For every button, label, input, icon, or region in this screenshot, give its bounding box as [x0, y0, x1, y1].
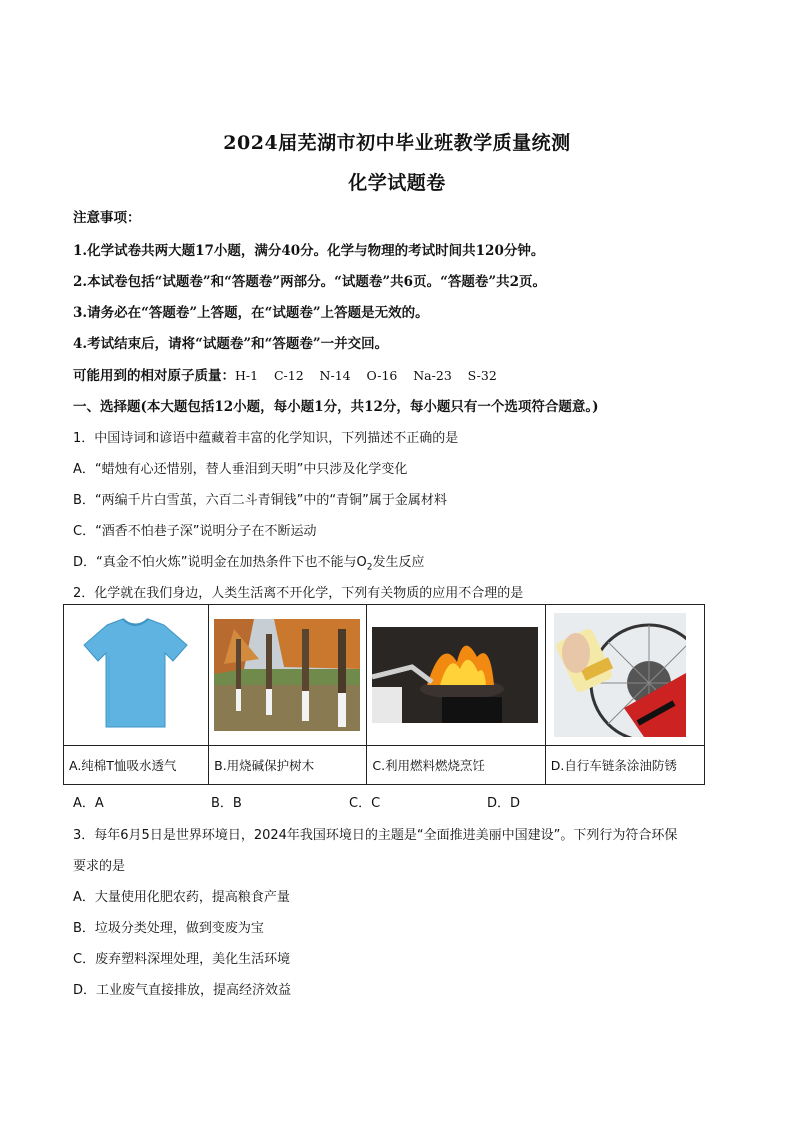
question-1-option-d	[73, 551, 424, 573]
atomic-mass-line	[73, 364, 497, 384]
question-2-option-a: A．A	[73, 796, 104, 811]
question-1-option-c: C．“酒香不怕巷子深”说明分子在不断运动	[73, 524, 317, 539]
option-d-text-end: 发生反应	[372, 555, 425, 570]
o2-subscript: 2	[366, 562, 373, 573]
question-2-options	[73, 792, 520, 811]
question-1-stem: 1．中国诗词和谚语中蕴藏着丰富的化学知识，下列描述不正确的是	[73, 431, 459, 446]
picture-cell-c	[367, 605, 545, 746]
question-3-stem-line-2: 要求的是	[73, 859, 126, 874]
caption-d: D.自行车链条涂油防锈	[545, 746, 704, 785]
note-item-3: 3.请务必在“答题卷”上答题，在“试题卷”上答题是无效的。	[73, 305, 429, 321]
question-3-option-c: C．废弃塑料深埋处理，美化生活环境	[73, 952, 291, 967]
question-2-option-b: B．B	[211, 796, 242, 811]
caption-b: B.用烧碱保护树木	[209, 746, 367, 785]
question-2-option-d: D．D	[487, 796, 521, 811]
bicycle-chain-image	[554, 613, 686, 737]
note-item-2: 2.本试卷包括“试题卷”和“答题卷”两部分。“试题卷”共6页。“答题卷”共2页。	[73, 274, 547, 290]
picture-cell-b	[209, 605, 367, 746]
tshirt-image	[69, 617, 202, 737]
question-2-stem: 2．化学就在我们身边，人类生活离不开化学，下列有关物质的应用不合理的是	[73, 586, 524, 601]
note-item-1: 1.化学试卷共两大题17小题，满分40分。化学与物理的考试时间共120分钟。	[73, 243, 545, 259]
section-1-heading: 一、选择题(本大题包括12小题，每小题1分，共12分，每小题只有一个选项符合题意。)	[73, 399, 599, 415]
option-d-text: D．“真金不怕火炼”说明金在加热条件下也不能与O	[73, 555, 367, 570]
atomic-mass-label: 可能用到的相对原子质量：	[73, 368, 235, 384]
question-3-option-a: A．大量使用化肥农药，提高粮食产量	[73, 890, 290, 905]
atomic-mass-values: H-1 C-12 N-14 O-16 Na-23 S-32	[235, 368, 497, 383]
trees-image	[214, 619, 360, 731]
exam-subtitle: 化学试题卷	[348, 172, 446, 194]
picture-cell-d	[545, 605, 704, 746]
question-1-option-b: B．“两编千片白雪茧，六百二斗青铜钱”中的“青铜”属于金属材料	[73, 493, 447, 508]
notes-heading: 注意事项：	[73, 210, 141, 226]
picture-cell-a	[64, 605, 209, 746]
caption-c: C.利用燃料燃烧烹饪	[367, 746, 545, 785]
caption-a: A.纯棉T恤吸水透气	[64, 746, 209, 785]
question-1-option-a: A．“蜡烛有心还惜别，替人垂泪到天明”中只涉及化学变化	[73, 462, 408, 477]
question-3-stem-line-1: 3．每年6月5日是世界环境日，2024年我国环境日的主题是“全面推进美丽中国建设”。下列行为符合环保	[73, 828, 678, 843]
question-3-option-b: B．垃圾分类处理，做到变废为宝	[73, 921, 264, 936]
question-2-option-c: C．C	[349, 796, 381, 811]
note-item-4: 4.考试结束后，请将“试题卷”和“答题卷”一并交回。	[73, 336, 389, 352]
exam-title: 2024届芜湖市初中毕业班教学质量统测	[223, 132, 571, 154]
cooking-fire-image	[372, 627, 538, 723]
question-3-option-d: D．工业废气直接排放，提高经济效益	[73, 983, 292, 998]
question-2-picture-table	[63, 604, 705, 785]
